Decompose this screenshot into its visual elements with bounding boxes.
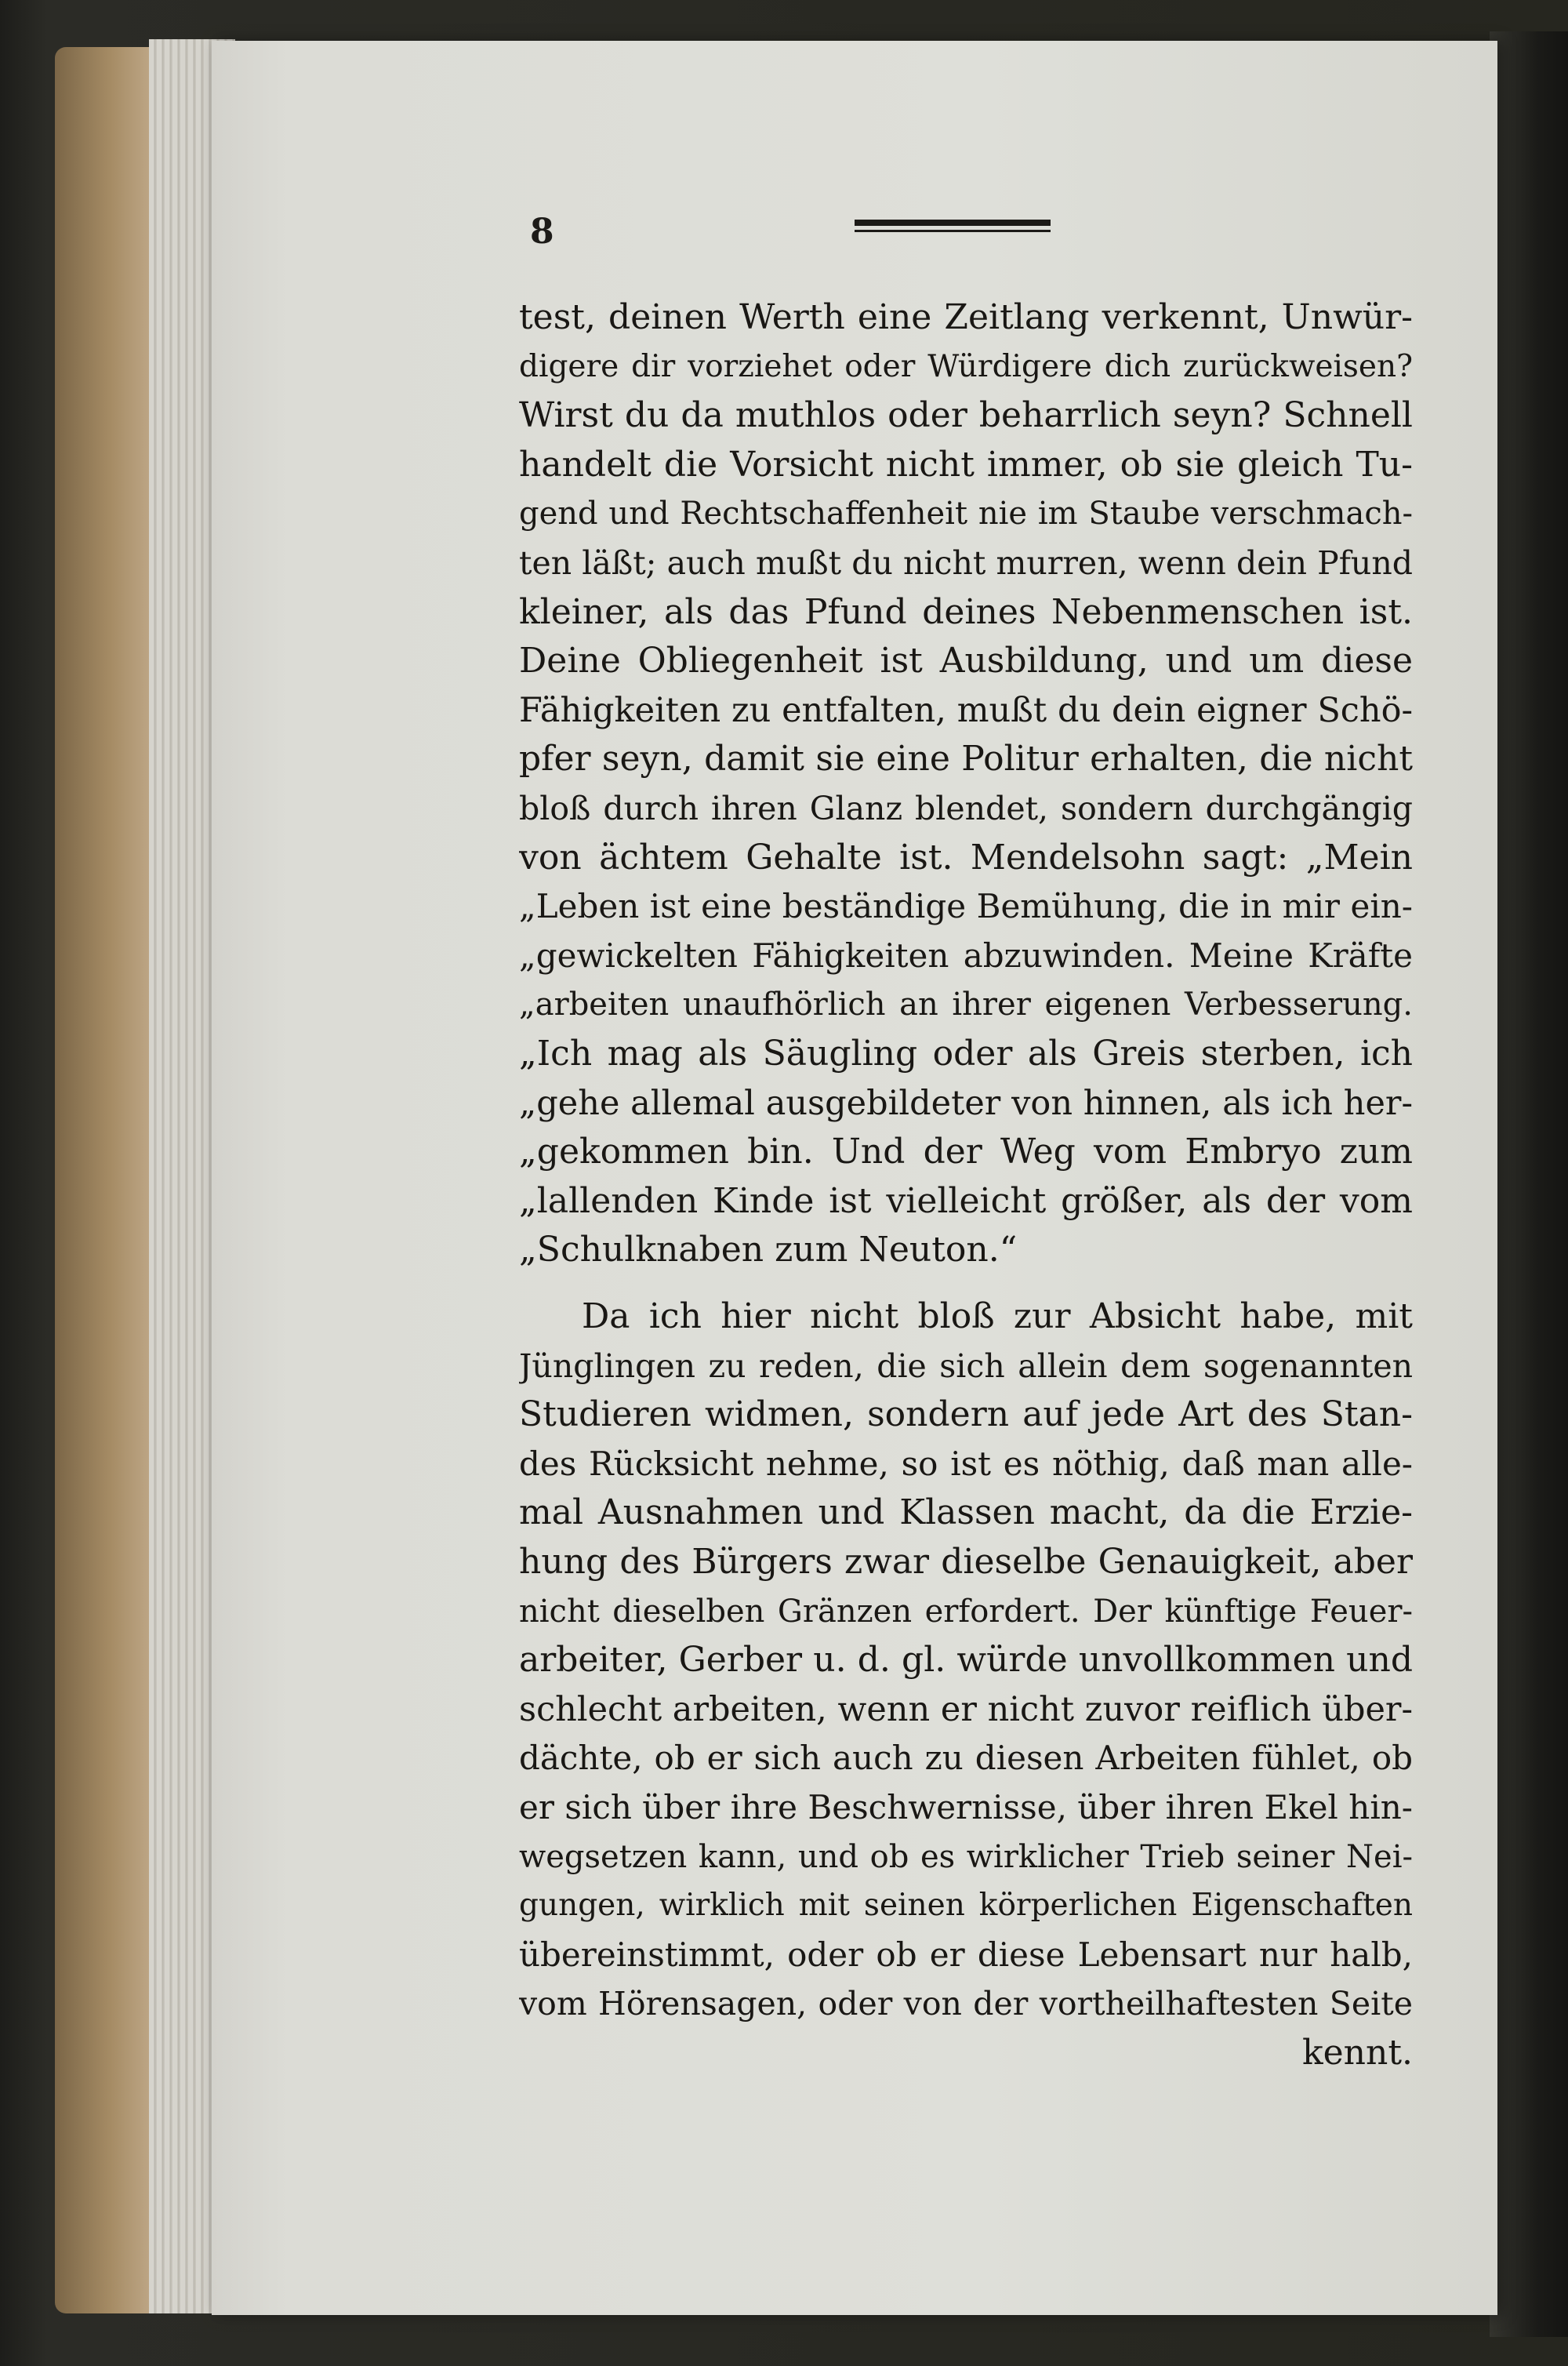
text-line: „gehe allemal ausgebildeter von hinnen, als ich her- — [519, 1083, 1413, 1123]
text-line: „Ich mag als Säugling oder als Greis sterben, ich — [519, 1033, 1413, 1074]
page-number: 8 — [530, 212, 554, 252]
text-line: kennt. — [1301, 2032, 1413, 2073]
header-rule — [855, 220, 1051, 235]
text-line: „lallenden Kinde ist vielleicht größer, als der vom — [519, 1180, 1413, 1221]
text-line: mal Ausnahmen und Klassen macht, da die Erzie- — [519, 1492, 1413, 1533]
paragraph-2 — [519, 1292, 1413, 2078]
text-line: „arbeiten unaufhörlich an ihrer eigenen Verbesserung. — [519, 987, 1413, 1023]
text-line: er sich über ihre Beschwernisse, über ihren Ekel hin- — [519, 1787, 1413, 1826]
text-line: hung des Bürgers zwar dieselbe Genauigkeit, aber — [519, 1541, 1413, 1582]
text-line: handelt die Vorsicht nicht immer, ob sie gleich Tu- — [519, 444, 1413, 485]
text-line: „Leben ist eine beständige Bemühung, die in mir ein- — [519, 887, 1413, 926]
header-rule-thick — [855, 220, 1051, 226]
text-line: des Rücksicht nehme, so ist es nöthig, daß man alle- — [519, 1444, 1413, 1483]
text-line: pfer seyn, damit sie eine Politur erhalten, die nicht — [519, 739, 1413, 780]
text-line: von ächtem Gehalte ist. Mendelsohn sagt: „Mein — [519, 837, 1413, 878]
text-line: gungen, wirklich mit seinen körperlichen Eigenschaften — [519, 1888, 1413, 1924]
text-line: vom Hörensagen, oder von der vortheilhaftesten Seite — [519, 1985, 1413, 2023]
text-line: übereinstimmt, oder ob er diese Lebensart nur halb, — [519, 1935, 1413, 1974]
text-line: „Schulknaben zum Neuton.“ — [519, 1230, 1018, 1270]
text-line: kleiner, als das Pfund deines Nebenmenschen ist. — [519, 591, 1413, 632]
text-line: wegsetzen kann, und ob es wirklicher Trieb seiner Nei- — [519, 1838, 1413, 1875]
text-line: bloß durch ihren Glanz blendet, sondern durchgängig — [519, 789, 1413, 827]
text-line: gend und Rechtschaffenheit nie im Staube verschmach- — [519, 496, 1413, 532]
text-line: Da ich hier nicht bloß zur Absicht habe, mit — [582, 1296, 1413, 1336]
text-line: test, deinen Werth eine Zeitlang verkennt, Unwür- — [519, 297, 1413, 337]
text-line: Studieren widmen, sondern auf jede Art des Stan- — [519, 1394, 1413, 1435]
header-rule-thin — [855, 230, 1051, 232]
book-gutter — [1490, 31, 1568, 2337]
text-line: ten läßt; auch mußt du nicht murren, wenn dein Pfund — [519, 543, 1413, 582]
text-line: Deine Obliegenheit ist Ausbildung, und um diese — [519, 641, 1413, 681]
text-line: digere dir vorziehet oder Würdigere dich zurückweisen? — [519, 348, 1413, 384]
text-line: dächte, ob er sich auch zu diesen Arbeiten fühlet, ob — [519, 1739, 1413, 1778]
text-line: schlecht arbeiten, wenn er nicht zuvor reiflich über- — [519, 1689, 1413, 1729]
text-line: „gewickelten Fähigkeiten abzuwinden. Meine Kräfte — [519, 936, 1413, 975]
text-line: „gekommen bin. Und der Weg vom Embryo zum — [519, 1132, 1413, 1172]
text-line: nicht dieselben Gränzen erfordert. Der künftige Feuer- — [519, 1593, 1413, 1630]
paragraph-1 — [519, 293, 1413, 1275]
text-line: Wirst du da muthlos oder beharrlich seyn? Schnell — [519, 395, 1413, 436]
text-line: Fähigkeiten zu entfalten, mußt du dein eigner Schö- — [519, 690, 1413, 730]
text-line: arbeiter, Gerber u. d. gl. würde unvollkommen und — [519, 1640, 1413, 1681]
text-line: Jünglingen zu reden, die sich allein dem sogenannten — [519, 1347, 1413, 1385]
